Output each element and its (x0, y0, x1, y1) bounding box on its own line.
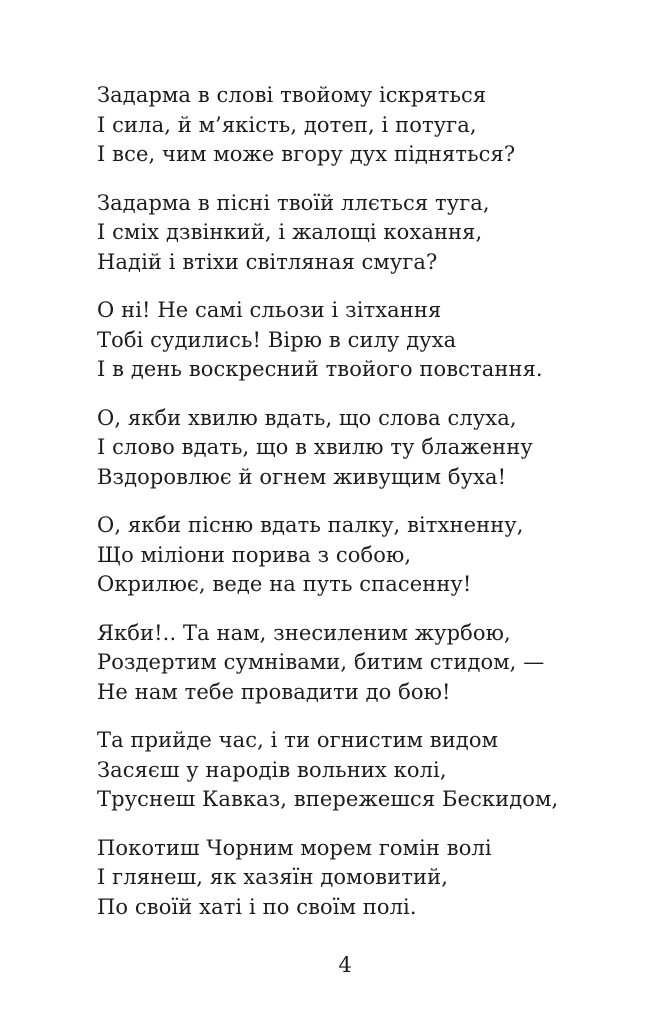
poem-line: Задарма в пісні твоїй ллється туга, (97, 190, 490, 215)
poem-line: Роздертим сумнівами, битим стидом, — (97, 650, 545, 674)
poem-line: Труснеш Кавказ, впережешся Бескидом, (97, 787, 559, 811)
poem-line: Покотиш Чорним морем гомін волі (97, 835, 492, 860)
page-number: 4 (338, 953, 352, 977)
poem-line: І в день воскресний твойого повстання. (97, 357, 543, 381)
poem-stanza-6 (97, 619, 638, 708)
poem-line: Вздоровлює й огнем живущим буха! (97, 464, 507, 489)
poem-stanza-4 (97, 404, 638, 493)
poem-line: І глянеш, як хазяїн домовитий, (97, 865, 449, 889)
poem-line: І сила, й м’якість, дотеп, і потуга, (97, 112, 477, 137)
poem-line: Якби!.. Та нам, знесиленим журбою, (97, 620, 511, 645)
poem-line: Окрилює, веде на путь спасенну! (97, 572, 472, 596)
poem-line: Надій і втіхи світляная смуга? (97, 249, 438, 274)
poem-line: Та прийде час, і ти огнистим видом (97, 728, 499, 752)
poem-line: О, якби хвилю вдать, що слова слуха, (97, 405, 517, 430)
poem-stanza-8 (97, 834, 638, 923)
poem-line: Що міліони порива з собою, (97, 542, 412, 567)
poem-line: По своїй хаті і по своїм полі. (97, 894, 417, 919)
poem-stanza-1 (97, 81, 638, 170)
poem-line: Задарма в слові твойому іскряться (97, 83, 487, 107)
poem-line: І сміх дзвінкий, і жалощі кохання, (97, 220, 483, 244)
poem-line: О, якби пісню вдать палку, вітхненну, (97, 513, 524, 537)
poem-line: О ні! Не самі сльози і зітхання (97, 298, 442, 322)
poem-stanza-2 (97, 189, 638, 278)
poem-stanza-5 (97, 511, 638, 600)
poem-line: Засяєш у народів вольних колі, (97, 757, 447, 782)
poem-line: Не нам тебе провадити до бою! (97, 679, 451, 704)
poem-line: І все, чим може вгору дух підняться? (97, 142, 516, 166)
poem-stanza-7 (97, 726, 638, 815)
poem-text-block (97, 81, 638, 941)
poem-line: І слово вдать, що в хвилю ту блаженну (97, 435, 533, 459)
poem-line: Тобі судились! Вірю в силу духа (97, 327, 457, 352)
poem-stanza-3 (97, 296, 638, 385)
